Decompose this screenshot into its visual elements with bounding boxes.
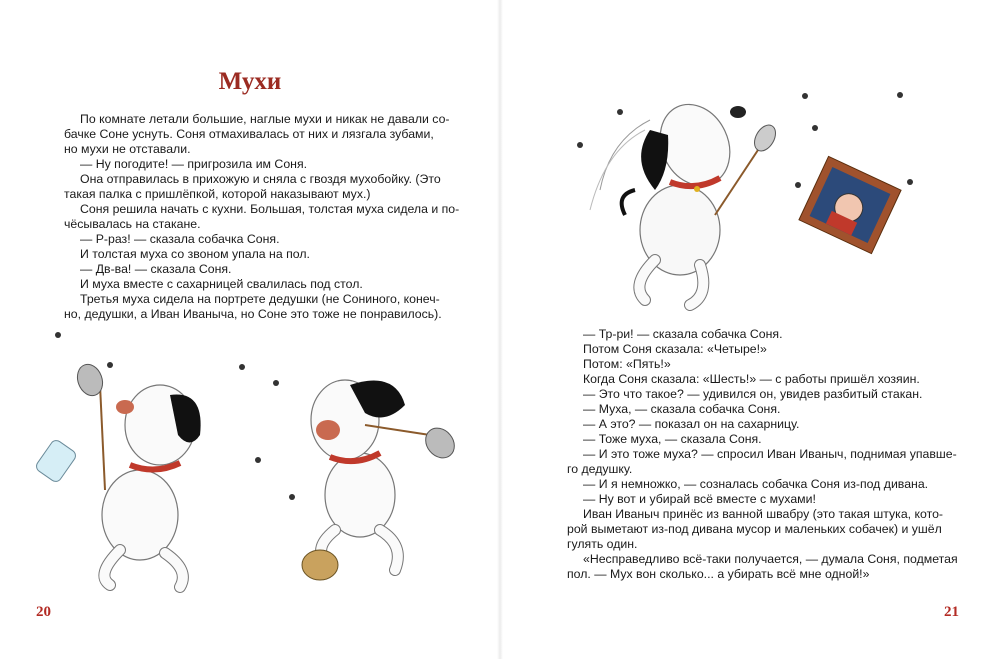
text-line: — Это что такое? — удивился он, увидев разбитый стакан.	[583, 387, 923, 401]
text-line: «Несправедливо всё-таки получается, — думала Соня, подметая	[583, 552, 958, 566]
book-gutter	[497, 0, 503, 659]
text-line: гулять один.	[567, 537, 638, 551]
chapter-title: Мухи	[218, 68, 282, 95]
text-line: — Ну вот и убирай всё вместе с мухами!	[583, 492, 816, 506]
text-line: — Р-раз! — сказала собачка Соня.	[80, 232, 280, 246]
text-line: — Муха, — сказала собачка Соня.	[583, 402, 781, 416]
text-line: — А это? — показал он на сахарницу.	[583, 417, 800, 431]
text-line: го дедушку.	[567, 462, 633, 476]
illustration-dog-hitting-portrait	[560, 90, 940, 320]
page-number-left: 20	[36, 604, 51, 620]
text-line: — Ну погодите! — пригрозила им Соня.	[80, 157, 308, 171]
text-line: Третья муха сидела на портрете дедушки (не Сониного, конеч-	[80, 292, 440, 306]
text-line: такая палка с пришлёпкой, которой наказывают мух.)	[64, 187, 371, 201]
text-line: И муха вместе с сахарницей свалилась под стол.	[80, 277, 363, 291]
text-line: — Тоже муха, — сказала Соня.	[583, 432, 762, 446]
text-line: но, дедушки, а Иван Иваныча, но Соне это тоже не понравилось).	[64, 307, 442, 321]
text-line: Когда Соня сказала: «Шесть!» — с работы пришёл хозяин.	[583, 372, 920, 386]
text-line: Потом Соня сказала: «Четыре!»	[583, 342, 767, 356]
left-body-text	[64, 112, 460, 322]
text-line: И толстая муха со звоном упала на пол.	[80, 247, 310, 261]
text-line: — И это тоже муха? — спросил Иван Иваныч, поднимая упавше-	[583, 447, 957, 461]
text-line: чёсывалась на стакане.	[64, 217, 201, 231]
text-line: Иван Иваныч принёс из ванной швабру (это такая штука, кото-	[583, 507, 944, 521]
text-line: Она отправилась в прихожую и сняла с гвоздя мухобойку. (Это	[80, 172, 441, 186]
text-line: По комнате летали большие, наглые мухи и никак не давали со-	[80, 112, 450, 126]
text-line: пол. — Мух вон сколько... а убирать всё мне одной!»	[567, 567, 870, 581]
text-line: — И я немножко, — созналась собачка Соня из-под дивана.	[583, 477, 929, 491]
page-number-right: 21	[944, 604, 959, 620]
text-line: — Тр-ри! — сказала собачка Соня.	[583, 327, 783, 341]
text-line: — Дв-ва! — сказала Соня.	[80, 262, 232, 276]
text-line: Соня решила начать с кухни. Большая, толстая муха сидела и по-	[80, 202, 460, 216]
illustration-dogs-with-swatters	[30, 325, 470, 595]
text-line: рой выметают из-под дивана мусор и маленьких собачек) и ушёл	[567, 522, 942, 536]
text-line: но мухи не отставали.	[64, 142, 191, 156]
text-line: бачке Соне уснуть. Соня отмахивалась от них и лязгала зубами,	[64, 127, 434, 141]
right-body-text	[567, 327, 958, 582]
text-line: Потом: «Пять!»	[583, 357, 671, 371]
